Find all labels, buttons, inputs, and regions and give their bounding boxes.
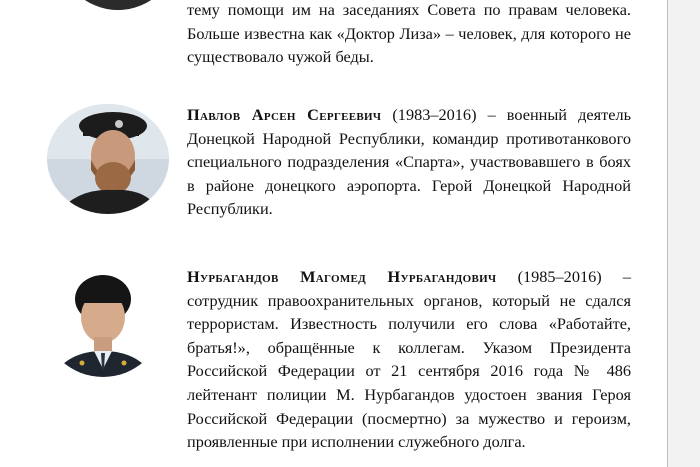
entry-3-description: (1985–2016) – сотрудник правоохранительных органов, который не сдался террористам. Известность получили его слова «Работайте, братья!», обращённые к коллегам. Указом Президента Российской Федерации от 21 сентября 2016 года № 486 лейтенант полиции М. Нурбагандов удостоен звания Героя Российской Федерации (посмертно) за мужество и героизм, проявленные при исполнении служебного долга. [187,267,631,452]
portrait-nurbagandov [44,265,162,377]
person-name-nurbagandov: Нурбагандов Магомед Нурбагандович [187,267,497,286]
entry-text-3 [187,265,631,454]
portrait-top-cropped [58,0,178,10]
page-right-margin [667,0,700,467]
entry-text-2 [187,103,631,221]
entry-2-description: (1983–2016) – военный деятель Донецкой Народной Республики, командир противотанкового специального подразделения «Спарта», участвовавшего в боях в районе донецкого аэропорта. Герой Донецкой Народной Республики. [187,105,631,219]
entry-1-description: тему помощи им на заседаниях Совета по правам человека. Больше известна как «Доктор Лиза» – человек, для которого не существовало чужой беды. [187,0,631,67]
entry-text-1 [187,0,631,69]
portrait-pavlov [47,104,169,214]
person-name-pavlov: Павлов Арсен Сергеевич [187,105,382,124]
